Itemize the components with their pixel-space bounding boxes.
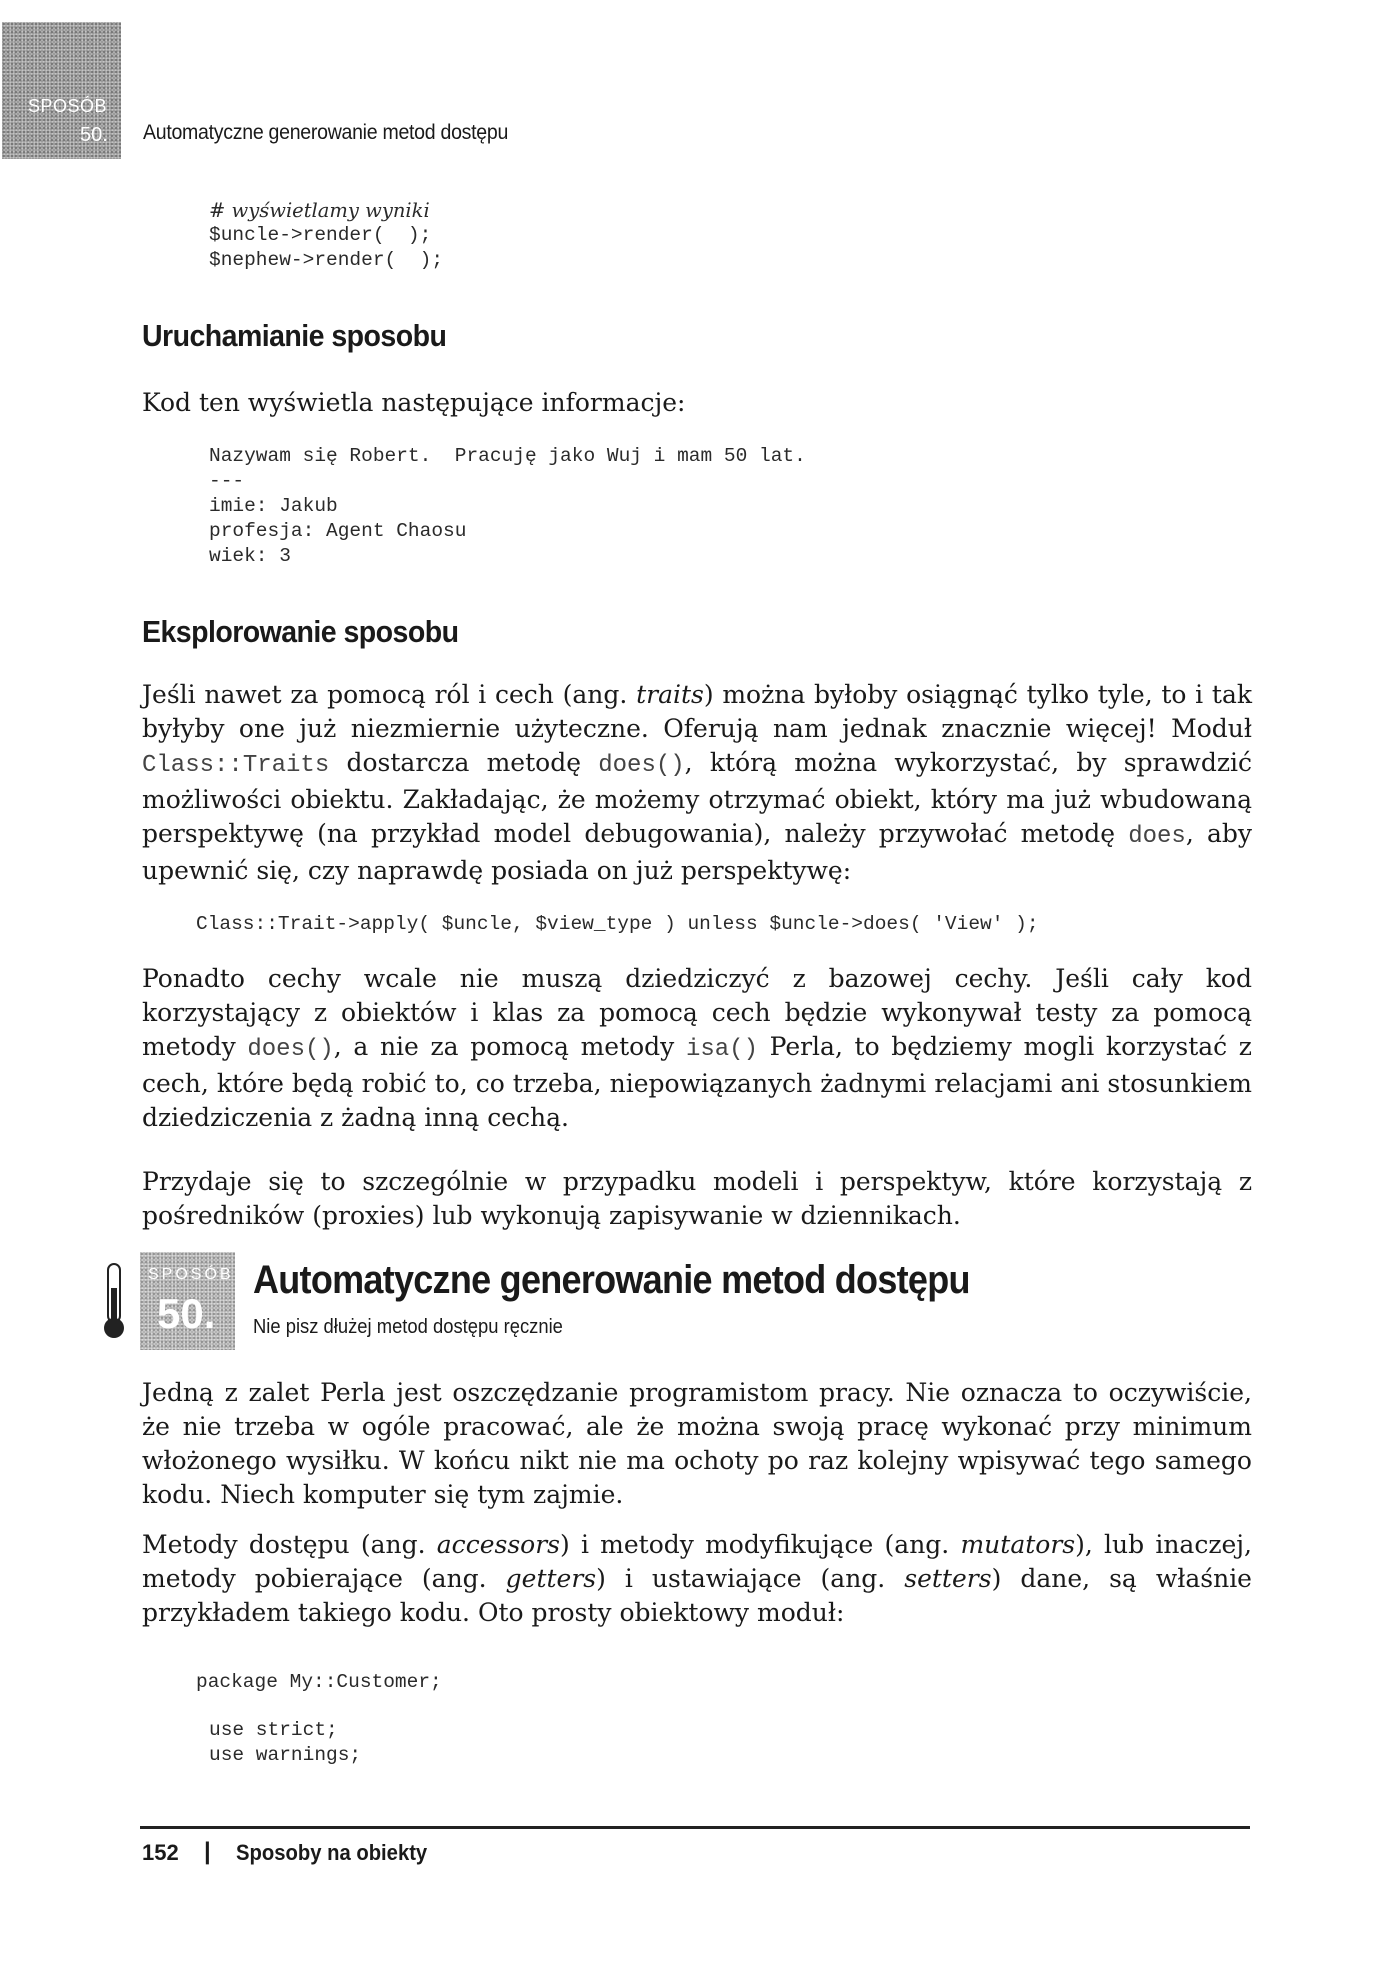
code-line: $uncle->render( );: [209, 224, 432, 246]
running-head-title: Automatyczne generowanie metod dostępu: [143, 121, 509, 144]
hack-subtitle: Nie pisz dłużej metod dostępu ręcznie: [253, 1316, 563, 1338]
text-run: Jeśli nawet za pomocą ról i cech (ang.: [142, 680, 637, 709]
paragraph-hack-2: [142, 1528, 1252, 1630]
thermometer-icon: [102, 1262, 126, 1342]
output-line: profesja: Agent Chaosu: [209, 520, 467, 542]
term-getters: getters: [505, 1564, 597, 1593]
paragraph-explore-1: [142, 678, 1252, 888]
text-run: Metody dostępu (ang.: [142, 1530, 437, 1559]
code-block-output: [209, 444, 806, 569]
text-run: , a nie za pomocą metody: [333, 1032, 686, 1061]
code-line-apply: Class::Trait->apply( $uncle, $view_type ) unless $uncle->does( 'View' );: [196, 913, 1039, 935]
term-mutators: mutators: [960, 1530, 1076, 1559]
inline-code: does(): [247, 1036, 334, 1063]
footer-chapter-title: Sposoby na obiekty: [236, 1840, 428, 1865]
inline-code: isa(): [685, 1036, 758, 1063]
output-line: imie: Jakub: [209, 495, 338, 517]
section-heading-explore: Eksplorowanie sposobu: [142, 614, 459, 649]
hack-badge-word: SPOSÓB: [148, 1266, 234, 1283]
code-line: $nephew->render( );: [209, 249, 444, 271]
term-setters: setters: [904, 1564, 992, 1593]
code-block-render: [209, 198, 443, 273]
inline-code: Class::Traits: [142, 752, 330, 779]
running-head-tab-word: SPOSÓB: [28, 96, 108, 116]
hack-title: Automatyczne generowanie metod dostępu: [253, 1258, 970, 1302]
paragraph-hack-1: Jedną z zalet Perla jest oszczędzanie programistom pracy. Nie oznacza to oczywiście, że nie trzeba w ogóle pracować, ale że można swoją pracę wykonać przy minimum włożonego wysiłku. W końcu nikt nie ma ochoty po raz kolejny wpisywać tego samego kodu. Niech komputer się tym zajmie.: [142, 1378, 1252, 1509]
code-line-package: package My::Customer;: [196, 1671, 442, 1693]
text-run: dostarcza metodę: [329, 748, 599, 777]
footer-page-number: 152: [142, 1840, 179, 1865]
term-traits: traits: [636, 680, 704, 709]
section-heading-run: Uruchamianie sposobu: [142, 318, 447, 353]
inline-code: does(): [598, 752, 685, 779]
paragraph-run-intro: Kod ten wyświetla następujące informacje:: [142, 388, 686, 417]
inline-code: does: [1128, 823, 1186, 850]
running-head-tab-number: 50.: [80, 124, 108, 146]
text-run: Perla, to będziemy mogli korzystać z cech, które będą robić to, co trzeba, niepowiązanych żadnymi relacjami ani stosunkiem dziedziczenia z żadną inną cechą.: [142, 1032, 1252, 1132]
code-comment: # wyświetlamy wyniki: [209, 199, 430, 222]
paragraph-explore-3: Przydaje się to szczególnie w przypadku modeli i perspektyw, które korzystają z pośredników (proxies) lub wykonują zapisywanie w dziennikach.: [142, 1167, 1252, 1230]
text-run: , aby upewnić się, czy naprawdę posiada on już perspektywę:: [142, 819, 1252, 885]
paragraph-explore-2: [142, 962, 1252, 1135]
text-run: ) można byłoby osiągnąć tylko tyle, to i tak byłyby one już niezmiernie użyteczne. Oferują nam jednak znacznie więcej! Moduł: [142, 680, 1253, 743]
output-line: ---: [209, 470, 245, 492]
text-run: Ponadto cechy wcale nie muszą dziedziczyć z bazowej cechy. Jeśli cały kod korzystający z obiektów i klas za pomocą cech będzie wykonywał testy za pomocą metody: [142, 964, 1252, 1061]
output-line: Nazywam się Robert. Pracuję jako Wuj i mam 50 lat.: [209, 445, 806, 467]
text-run: ) i ustawiające (ang.: [596, 1564, 905, 1593]
text-run: ), lub inaczej, metody pobierające (ang.: [142, 1530, 1252, 1593]
text-run: ) dane, są właśnie przykładem takiego kodu. Oto prosty obiektowy moduł:: [142, 1564, 1252, 1627]
text-run: ) i metody modyfikujące (ang.: [559, 1530, 961, 1559]
text-run: , którą można wykorzystać, by sprawdzić możliwości obiektu. Zakładając, że możemy otrzymać obiekt, który ma już wbudowaną perspektywę (na przykład model debugowania), należy przywołać metodę: [142, 748, 1252, 848]
hack-badge-number: 50.: [157, 1290, 216, 1337]
code-line: use warnings;: [209, 1744, 362, 1766]
code-block-pragmas: [209, 1718, 361, 1768]
output-line: wiek: 3: [209, 545, 291, 567]
footer-separator: |: [204, 1838, 211, 1865]
code-line: use strict;: [209, 1719, 338, 1741]
footer-rule: [140, 1826, 1250, 1829]
term-accessors: accessors: [436, 1530, 560, 1559]
